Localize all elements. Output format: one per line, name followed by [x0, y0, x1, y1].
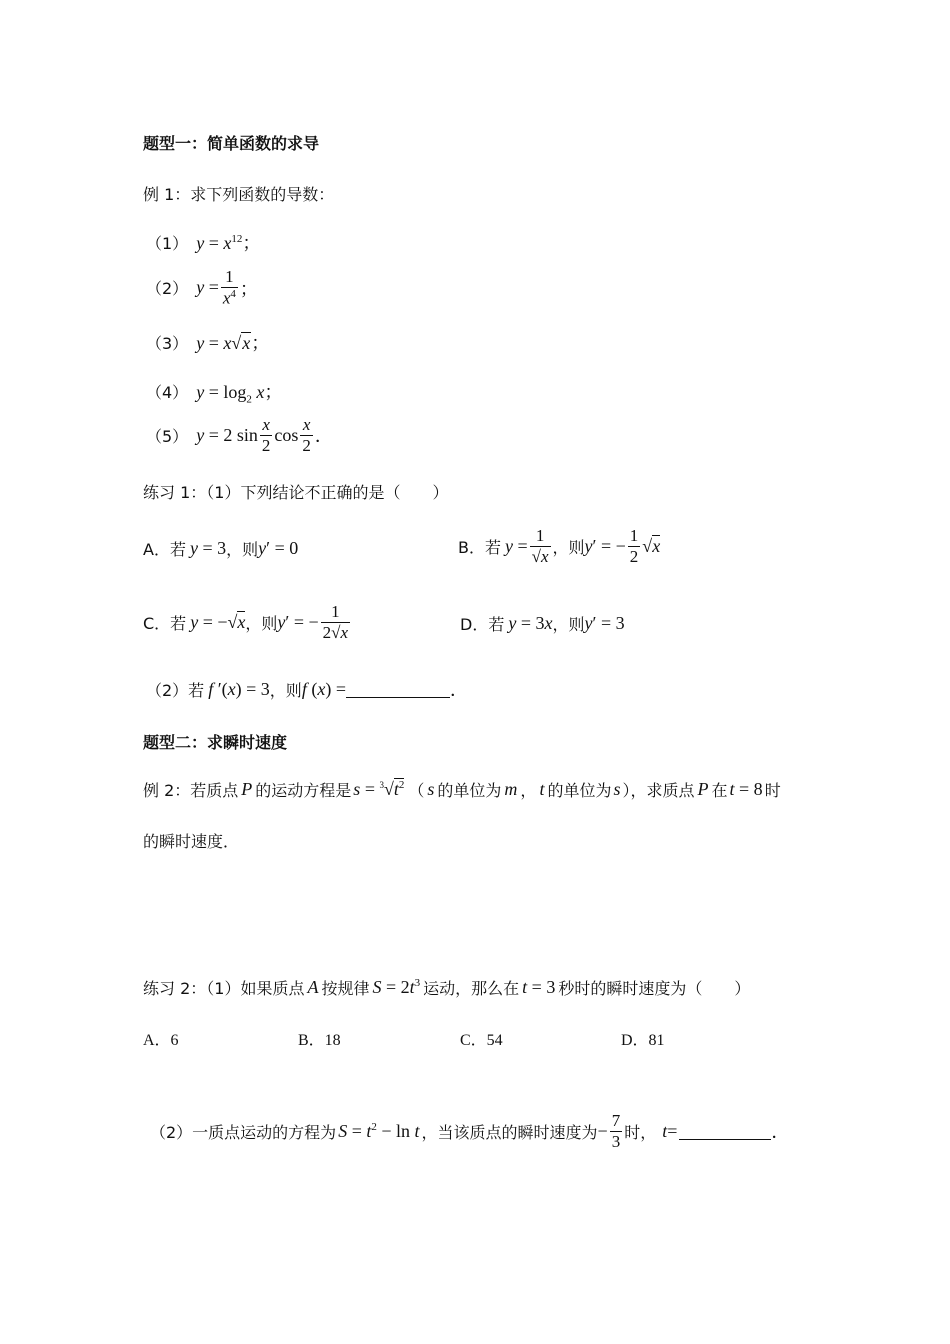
practice-1-prompt: 练习 1：（1）下列结论不正确的是（ ）: [143, 483, 449, 502]
example-1-item-5: （5） y = 2 sin $\frac{x}{2}$ cos $\frac{x}{2}$ ．: [146, 415, 333, 455]
practice-1-option-c: C．若 y = −√x ，则 y′ = − $\frac{1}{2√x}$: [143, 602, 349, 642]
formula: y = 2 sin: [196, 424, 258, 445]
fraction: $\frac{1}{x^4}$: [222, 267, 236, 308]
example-2-line-1: 例 2：若质点 P 的运动方程是 $s = ^3√t^2$ （ s 的单位为 m ， t 的单位为 s ），求质点 P 在 t = 8 时: [143, 779, 781, 800]
formula: y =: [196, 277, 219, 298]
answer-blank[interactable]: [679, 1123, 771, 1140]
example-1-item-3: （3） y = x√x；: [146, 329, 269, 355]
example-1-item-2: （2） y = $\frac{1}{x^4}$ ；: [146, 267, 258, 308]
practice-2-option-b: B．18: [298, 1032, 341, 1049]
example-1-item-4: （4） $y = \log_2 x$；: [146, 378, 282, 406]
practice-1-option-a: A．若 y = 3 ，则 y′ = 0: [143, 538, 299, 559]
example-2-line-2: 的瞬时速度．: [143, 832, 240, 851]
answer-blank[interactable]: [346, 681, 450, 698]
formula: y = x√x；: [196, 333, 270, 353]
example-1-prompt: 例 1：求下列函数的导数：: [143, 185, 335, 204]
practice-2-option-d: D．81: [621, 1032, 665, 1049]
practice-2-prompt: 练习 2：（1）如果质点 A 按规律 $S = 2t^3$ 运动，那么在 t = 3 秒时的瞬时速度为（ ）: [143, 977, 751, 998]
practice-2-option-a: A．6: [143, 1032, 179, 1049]
section-title-1: 题型一：简单函数的求导: [143, 134, 320, 153]
practice-2-part-2: （2）一质点运动的方程为 $S = t^2 - \ln t$ ，当该质点的瞬时速度为 − $\frac{7}{3}$ 时， t = ．: [150, 1111, 790, 1151]
practice-1-option-d: D．若 y = 3x ，则 y′ = 3: [460, 613, 625, 634]
practice-1-part-2: （2）若 f ′(x) = 3 ，则 f (x) = ．: [146, 678, 468, 700]
formula: $y = x^{12}$；: [196, 233, 261, 253]
formula: $y = \log_2 x$；: [196, 382, 283, 406]
section-title-2: 题型二：求瞬时速度: [143, 733, 288, 752]
example-1-item-1: （1） $y = x^{12}$；: [146, 229, 260, 255]
practice-1-option-b: B．若 y = $\frac{1}{√x}$ ，则 y′ = − $\frac{1}{2}$ √x: [458, 526, 661, 566]
practice-2-option-c: C．54: [460, 1032, 503, 1049]
